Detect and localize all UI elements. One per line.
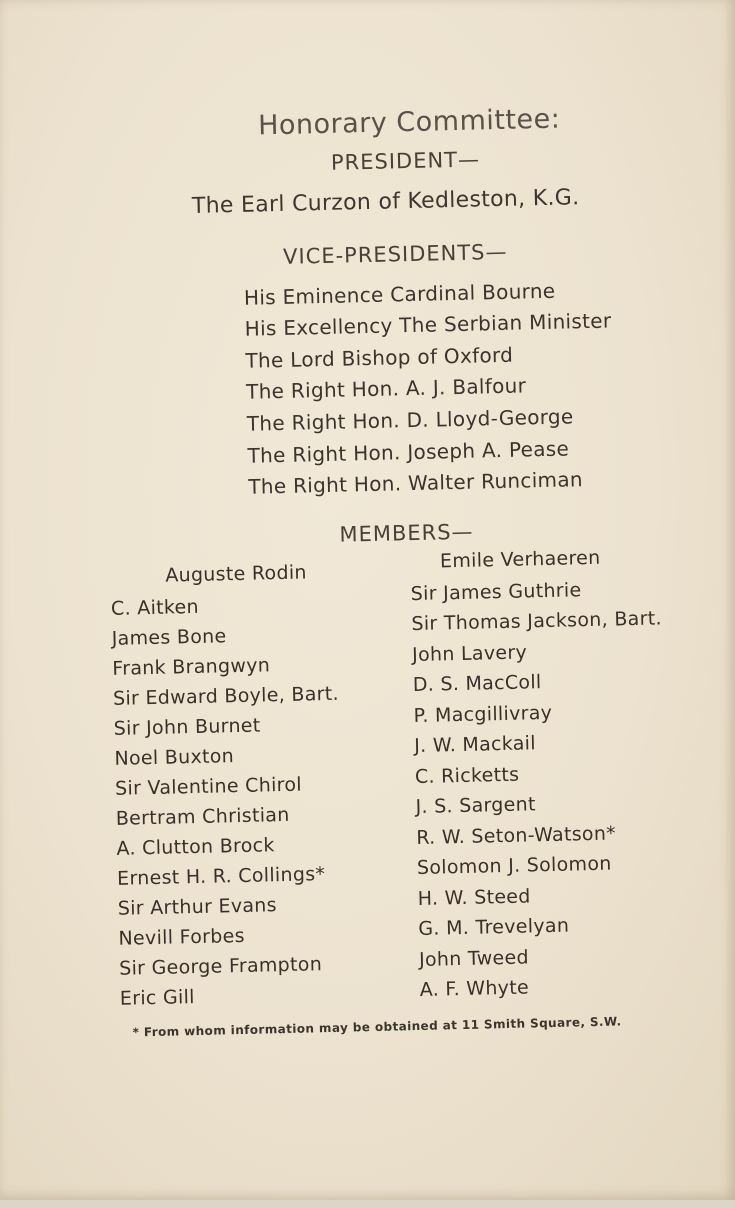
vice-president-item: The Right Hon. A. J. Balfour — [245, 373, 527, 404]
member-left-item: Sir Valentine Chirol — [114, 773, 303, 800]
member-right-item: D. S. MacColl — [412, 671, 542, 697]
member-left-item: Sir Arthur Evans — [117, 894, 278, 920]
member-right-item: R. W. Seton-Watson* — [416, 822, 617, 850]
member-left-item: A. Clutton Brock — [116, 834, 275, 860]
member-right-item: G. M. Trevelyan — [418, 914, 570, 940]
member-right-item: P. Macgillivray — [413, 701, 553, 728]
member-right-item: A. F. Whyte — [419, 976, 530, 1001]
vice-president-item: The Right Hon. D. Lloyd-George — [246, 404, 574, 436]
member-left-item: Sir George Frampton — [118, 953, 323, 980]
president-name: The Earl Curzon of Kedleston, K.G. — [191, 185, 580, 219]
vice-presidents-heading: VICE-PRESIDENTS— — [282, 239, 508, 269]
member-left-item: C. Aitken — [110, 595, 200, 620]
member-left-item: Bertram Christian — [115, 803, 290, 830]
member-left-item: James Bone — [111, 625, 227, 650]
member-right-item: C. Ricketts — [414, 763, 520, 789]
vice-president-item: The Lord Bishop of Oxford — [245, 342, 514, 373]
members-heading: MEMBERS— — [339, 519, 474, 547]
vice-president-item: His Eminence Cardinal Bourne — [243, 278, 556, 310]
member-right-item: H. W. Steed — [417, 885, 531, 911]
member-right-item: J. S. Sargent — [415, 793, 536, 819]
member-right-item: Solomon J. Solomon — [416, 852, 612, 880]
member-right-item: John Tweed — [418, 946, 530, 971]
member-right-item: J. W. Mackail — [413, 732, 537, 758]
member-left-item: Nevill Forbes — [118, 924, 246, 950]
member-left-item: Eric Gill — [119, 986, 195, 1010]
member-right-item: Sir James Guthrie — [410, 579, 582, 606]
committee-title: Honorary Committee: — [257, 103, 561, 142]
vice-president-item: The Right Hon. Joseph A. Pease — [247, 436, 570, 468]
member-left-item: Sir Edward Boyle, Bart. — [112, 682, 340, 710]
member-right-item: John Lavery — [411, 641, 528, 667]
member-left-item: Frank Brangwyn — [112, 654, 271, 680]
footnote: * From whom information may be obtained at 11 Smith Square, S.W. — [132, 1014, 622, 1040]
member-left-lead: Auguste Rodin — [165, 561, 307, 587]
member-left-item: Noel Buxton — [114, 745, 235, 770]
president-heading: PRESIDENT— — [330, 147, 481, 175]
member-left-item: Sir John Burnet — [113, 714, 261, 740]
vice-president-item: The Right Hon. Walter Runciman — [248, 467, 584, 499]
member-left-item: Ernest H. R. Collings* — [116, 863, 326, 890]
member-right-lead: Emile Verhaeren — [439, 546, 601, 573]
vice-president-item: His Excellency The Serbian Minister — [244, 308, 612, 341]
member-right-item: Sir Thomas Jackson, Bart. — [411, 607, 663, 636]
